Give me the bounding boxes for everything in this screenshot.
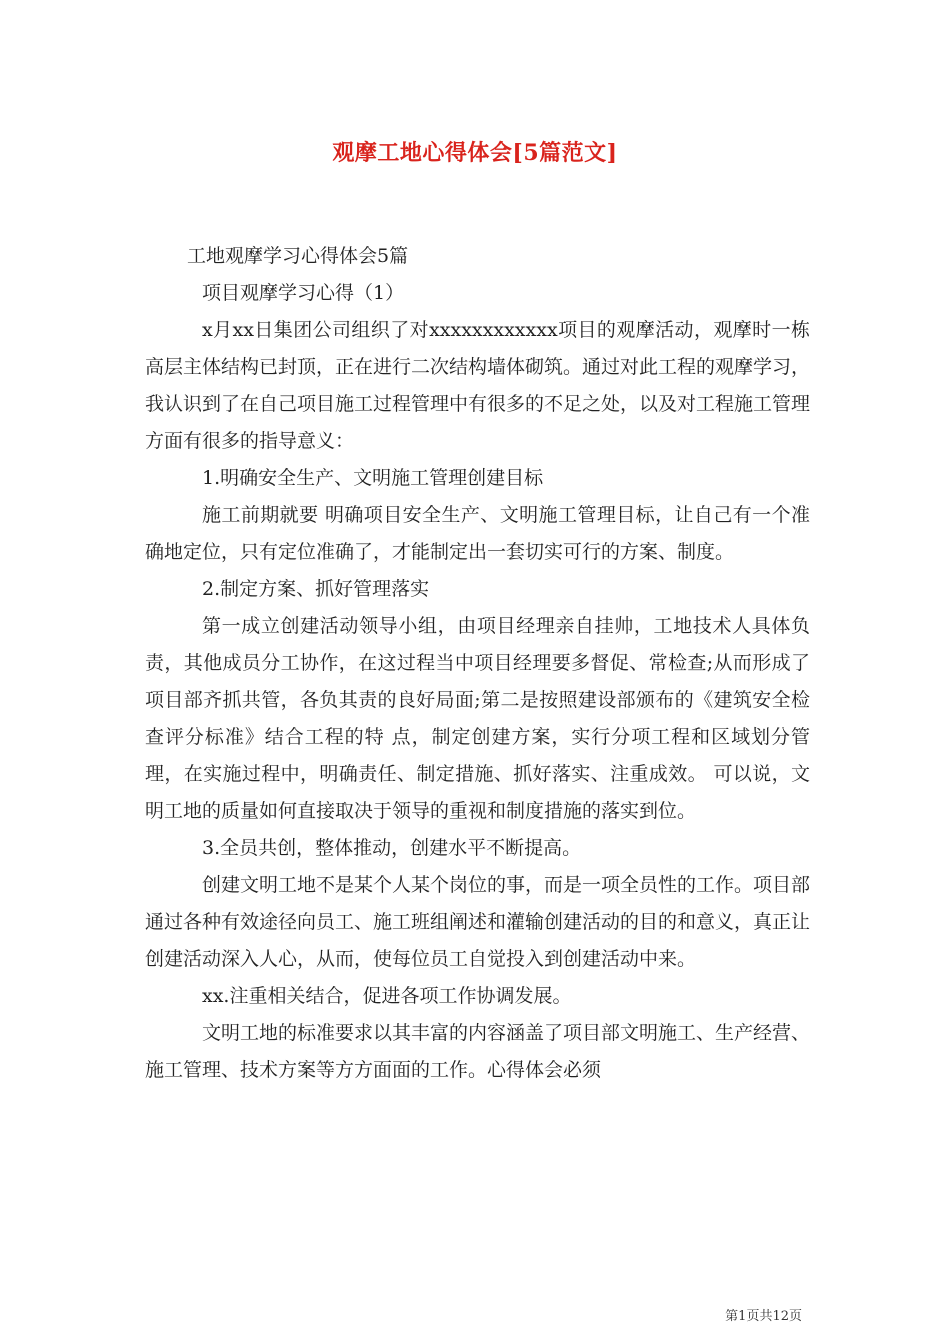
paragraph: 3.全员共创，整体推动，创建水平不断提高。 <box>202 837 582 859</box>
paragraph: 项目观摩学习心得（1） <box>202 282 405 304</box>
paragraph: 第一成立创建活动领导小组，由项目经理亲自挂帅，工地技术人具体负责，其他成员分工协作，在这过程当中项目经理要多督促、常检查;从而形成了项目部齐抓共管，各负其责的良好局面;第二是按照建设部颁布的《建筑安全检查评分标准》结合工程的特 点，制定创建方案，实行分项工程和区域划分管理，在实施过程中，明确责任、制定措施、抓好落实、注重成效。 可以说，文明工地的质量如何直接取决于领导的重视和制度措施的落实到位。 <box>145 615 810 822</box>
paragraph: 工地观摩学习心得体会5篇 <box>187 245 409 267</box>
paragraph: 创建文明工地不是某个人某个岗位的事，而是一项全员性的工作。项目部通过各种有效途径向员工、施工班组阐述和灌输创建活动的目的和意义，真正让创建活动深入人心，从而，使每位员工自觉投入到创建活动中来。 <box>145 874 811 970</box>
paragraph: 文明工地的标准要求以其丰富的内容涵盖了项目部文明施工、生产经营、施工管理、技术方案等方方面面的工作。心得体会必须 <box>145 1022 811 1081</box>
paragraph: 2.制定方案、抓好管理落实 <box>202 578 430 600</box>
document-title: 观摩工地心得体会[5篇范文] <box>332 140 618 166</box>
paragraph: 1.明确安全生产、文明施工管理创建目标 <box>202 467 544 489</box>
document-body <box>145 238 810 1089</box>
paragraph: xx.注重相关结合，促进各项工作协调发展。 <box>202 985 572 1007</box>
paragraph: 施工前期就要 明确项目安全生产、文明施工管理目标，让自己有一个准确地定位，只有定位准确了，才能制定出一套切实可行的方案、制度。 <box>145 504 810 563</box>
page-number: 第1页共12页 <box>725 1309 802 1324</box>
paragraph: x月xx日集团公司组织了对xxxxxxxxxxxx项目的观摩活动，观摩时一栋高层主体结构已封顶，正在进行二次结构墙体砌筑。通过对此工程的观摩学习，我认识到了在自己项目施工过程管理中有很多的不足之处，以及对工程施工管理方面有很多的指导意义： <box>145 319 811 452</box>
